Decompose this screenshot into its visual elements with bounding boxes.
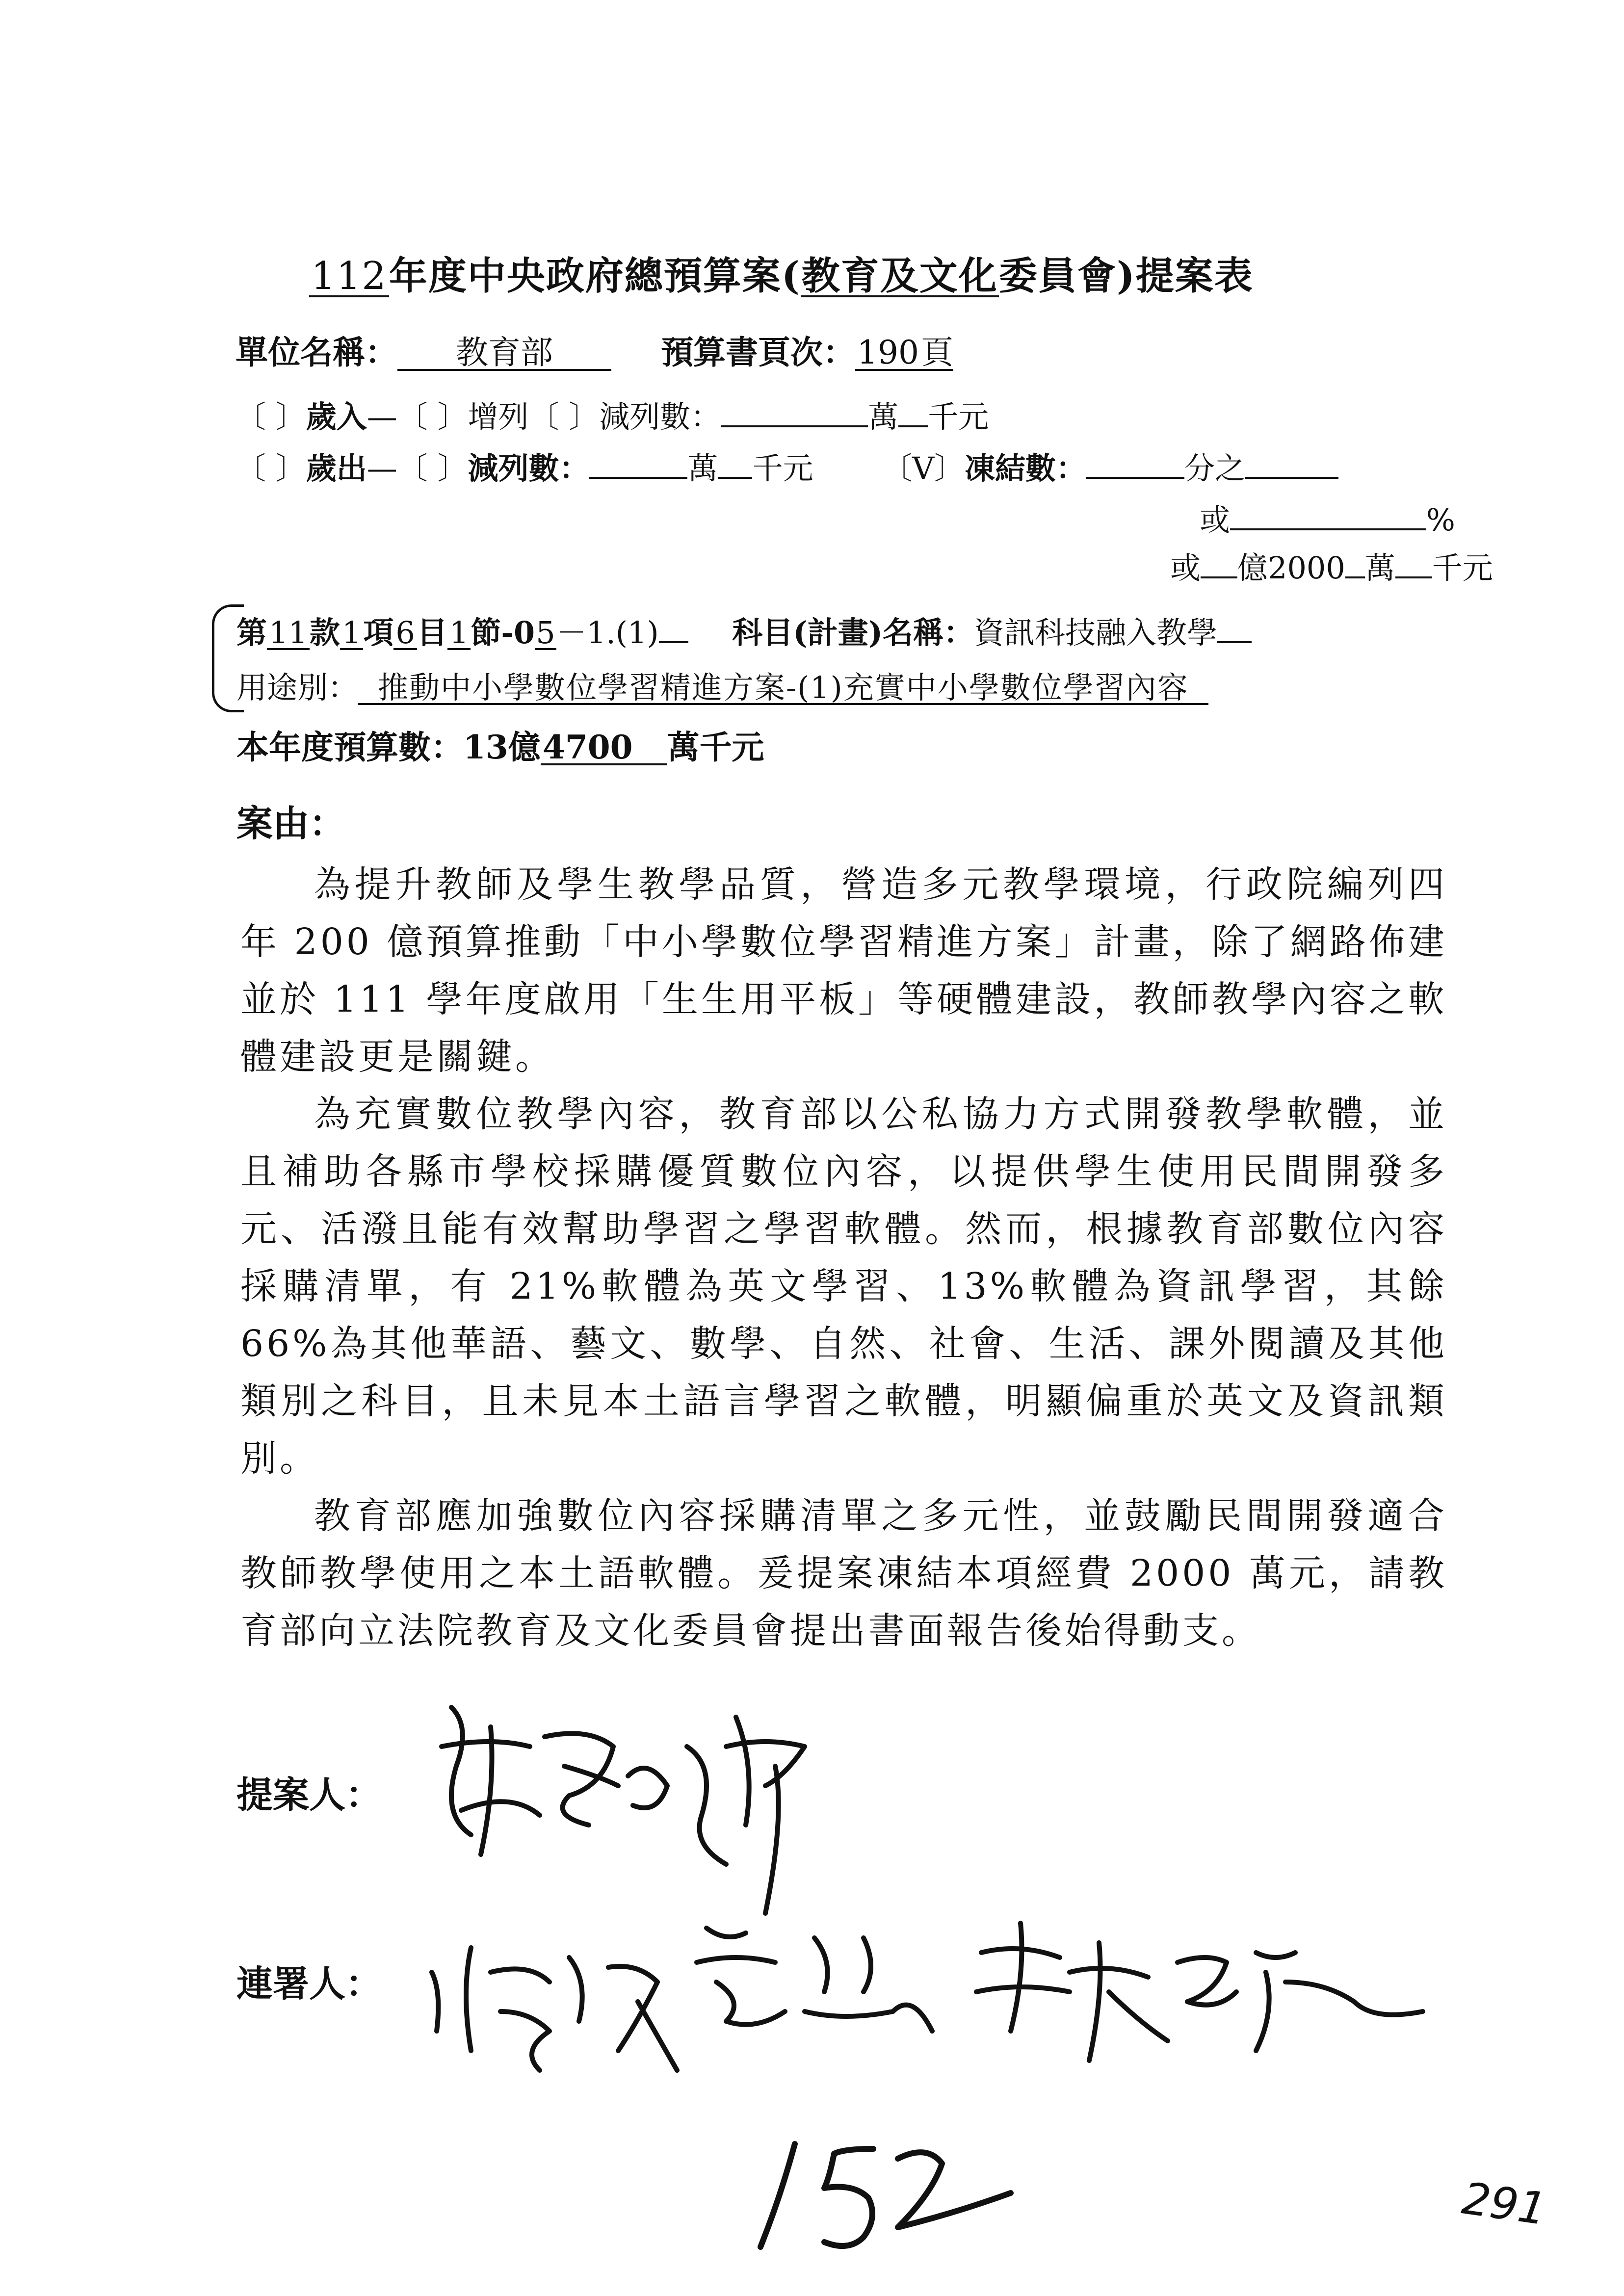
reason-paragraph: 教育部應加強數位內容採購清單之多元性，並鼓勵民間開發適合教師教學使用之本土語軟體。爰提案凍結本項經費 2000 萬元，請教育部向立法院教育及文化委員會提出書面報告後始得動支。: [240, 1495, 1447, 1652]
or-percent-label: 或: [1200, 502, 1231, 538]
item-jie: 1: [447, 618, 471, 650]
item-kuan: 11: [267, 618, 310, 650]
reason-label: 案由：: [236, 803, 345, 845]
or-amount-label: 或: [1170, 550, 1201, 586]
cosigner-label: 連署人：: [236, 1963, 382, 2005]
freeze-fraction-text: 分之: [1184, 450, 1246, 486]
purpose-value: 推動中小學數位學習精進方案-(1)充實中小學數位學習內容: [358, 673, 1208, 705]
freeze-label: 凍結數：: [965, 450, 1087, 486]
budget-page-suffix: 頁: [920, 334, 953, 371]
exp-decrease-box: 〔 〕: [397, 450, 468, 486]
handwritten-number: [756, 2139, 943, 2253]
item-mu: 6: [393, 618, 417, 650]
item-code-rest: －1.(1): [556, 615, 659, 651]
item-xiang: 1: [340, 618, 363, 650]
annual-budget-wan: 萬千元: [667, 728, 764, 766]
revenue-dash: —: [367, 399, 397, 435]
item-code-digit: 5: [536, 615, 555, 651]
subject-value: 資訊科技融入教學: [974, 615, 1218, 651]
budget-page-label: 預算書頁次：: [660, 333, 855, 371]
freeze-amount: 2000: [1268, 550, 1345, 586]
budget-page-value: 190: [855, 337, 921, 371]
cosigner-signature: [432, 1923, 1423, 2070]
yi-unit: 億: [1237, 550, 1268, 586]
freeze-box-checked: 〔V〕: [882, 450, 965, 486]
item-x-suf: 項: [363, 615, 394, 651]
reason-paragraph: 為充實數位教學內容，教育部以公私協力方式開發教學軟體，並且補助各縣市學校採購優質數位內容，以提供學生使用民間開發多元、活潑且能有效幫助學習之學習軟體。然而，根據教育部數位內容採購清單，有 21%軟體為英文學習、13%軟體為資訊學習，其餘 66%為其他華語、藝文、數學、自然、社會、生活、課外閱讀及其他類別之科目，且未見本土語言學習之軟體，明顯偏重於英文及資訊類別。: [240, 1093, 1447, 1480]
expenditure-label: 歲出: [306, 450, 367, 486]
item-m-suf: 目: [417, 615, 447, 651]
annual-budget-yi-num: 13: [463, 728, 508, 766]
revenue-qian: 千元: [928, 399, 989, 435]
item-k-suf: 款: [309, 615, 340, 651]
exp-qian: 千元: [752, 450, 813, 486]
revenue-box: 〔 〕: [236, 399, 306, 435]
increase-label: 增列: [468, 399, 529, 435]
exp-wan: 萬: [687, 450, 718, 486]
title-year: 112: [309, 257, 389, 297]
subject-label: 科目(計畫)名稱：: [732, 615, 974, 651]
page-number: 291: [1459, 2172, 1550, 2236]
purpose-label: 用途別：: [236, 670, 359, 705]
reason-paragraph: 為提升教師及學生教學品質，營造多元教學環境，行政院編列四年 200 億預算推動「中小學數位學習精進方案」計畫，除了網路佈建並於 111 學年度啟用「生生用平板」等硬體建設，教師教學內容之軟體建設更是關鍵。: [240, 863, 1447, 1078]
increase-box: 〔 〕: [397, 399, 468, 435]
title-post: 委員會)提案表: [998, 254, 1254, 298]
exp-decrease-label: 減列數：: [468, 450, 590, 486]
unit-value: 教育部: [397, 337, 611, 371]
expenditure-box: 〔 〕: [236, 450, 306, 486]
decrease-box: 〔 〕: [528, 399, 600, 435]
title-committee: 教育及文化: [801, 254, 998, 298]
title-pre: 年度中央政府總預算案(: [389, 254, 801, 298]
decrease-label: 減列數：: [599, 399, 721, 435]
percent-sign: %: [1426, 502, 1455, 538]
annual-budget-wan-num: 4700: [541, 731, 667, 765]
revenue-wan: 萬: [868, 399, 899, 435]
revenue-label: 歲入: [306, 399, 367, 435]
proposer-label: 提案人：: [236, 1774, 382, 1816]
annual-budget-label: 本年度預算數：: [236, 728, 463, 766]
expenditure-dash: —: [367, 450, 397, 486]
annual-budget-yi: 億: [508, 728, 541, 766]
unit-label: 單位名稱：: [236, 333, 397, 371]
item-j-suf: 節-0: [471, 615, 535, 651]
proposer-signature: [442, 1707, 805, 1913]
wan-unit: 萬: [1364, 550, 1395, 586]
qian-unit: 千元: [1432, 550, 1493, 586]
item-k-pre: 第: [236, 615, 267, 651]
